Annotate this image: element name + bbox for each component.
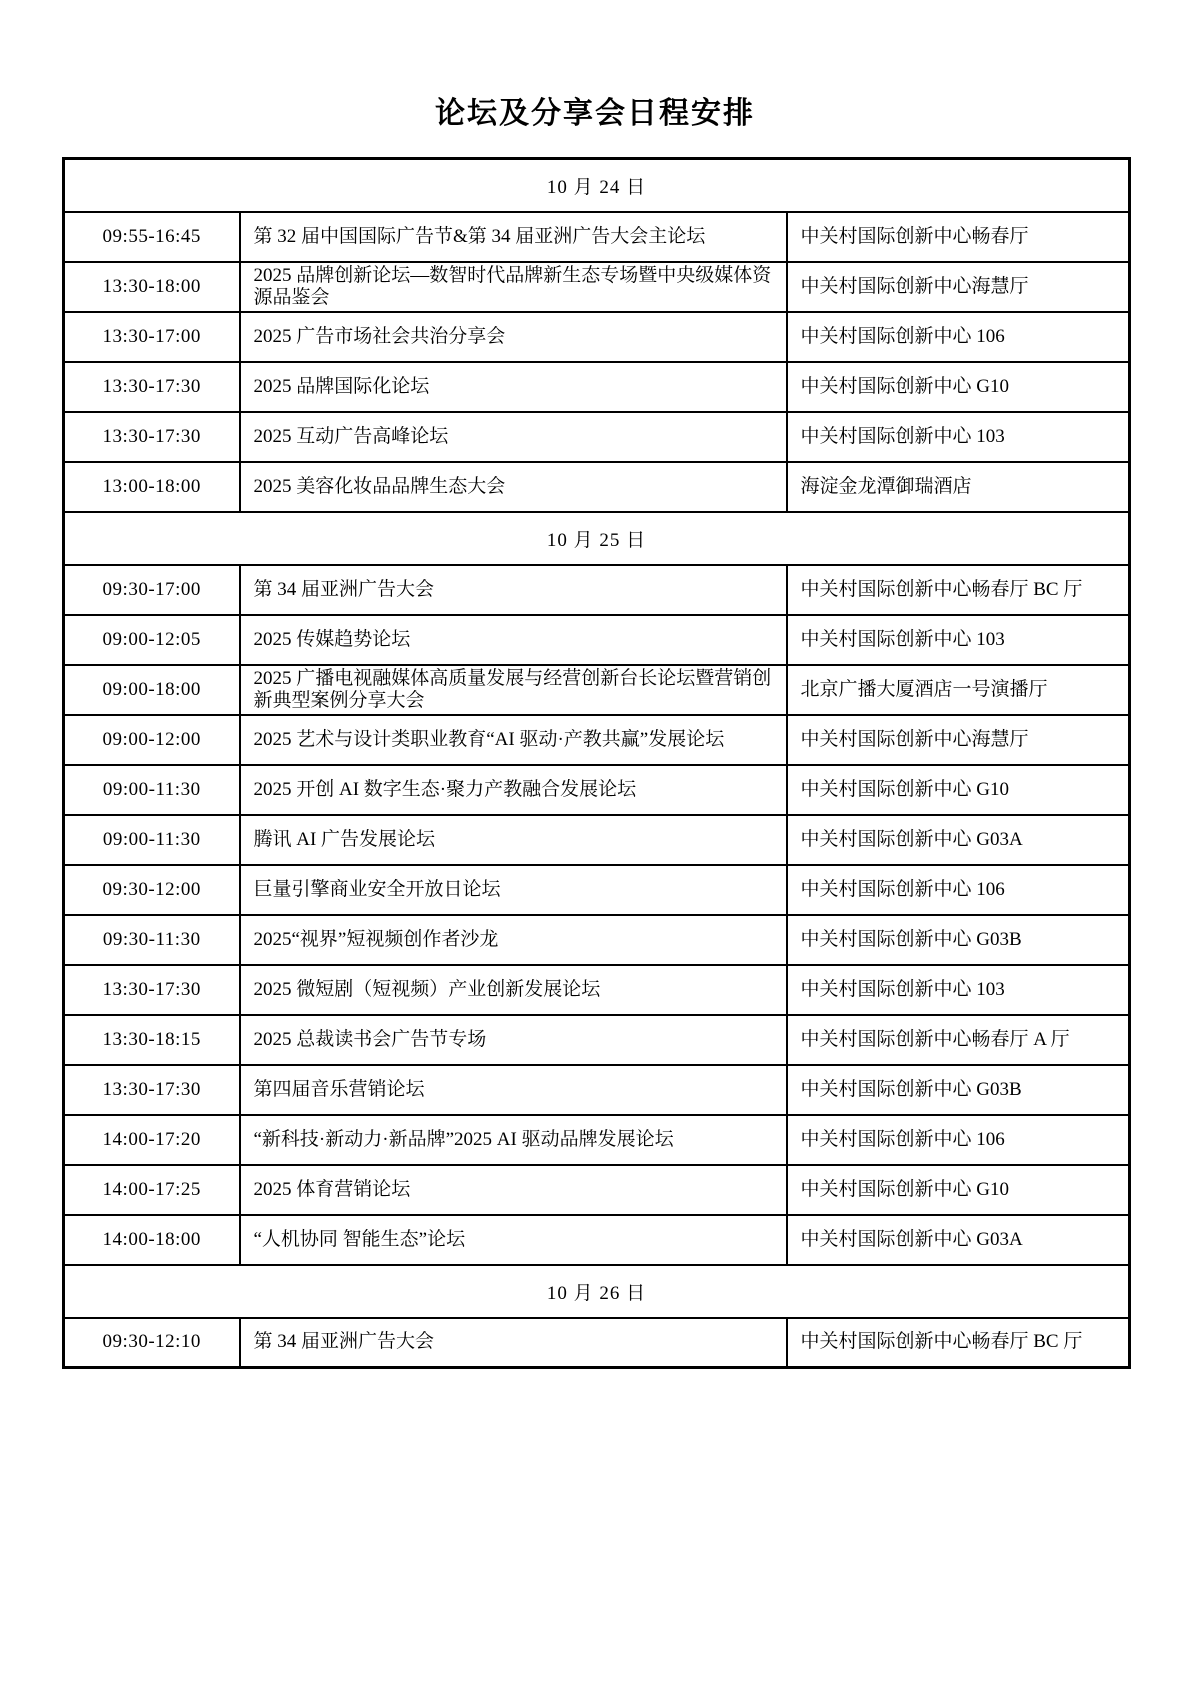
time-cell: 14:00-17:20 <box>64 1115 240 1165</box>
table-row <box>64 362 1130 412</box>
time-cell: 13:30-17:30 <box>64 1065 240 1115</box>
venue-cell: 中关村国际创新中心 103 <box>787 615 1130 665</box>
table-row <box>64 865 1130 915</box>
venue-cell: 中关村国际创新中心畅春厅 A 厅 <box>787 1015 1130 1065</box>
venue-cell: 中关村国际创新中心 G03B <box>787 1065 1130 1115</box>
table-row <box>64 615 1130 665</box>
table-row <box>64 1318 1130 1368</box>
date-section-row <box>64 512 1130 565</box>
event-cell: 2025 品牌国际化论坛 <box>240 362 787 412</box>
event-cell: 腾讯 AI 广告发展论坛 <box>240 815 787 865</box>
time-cell: 14:00-18:00 <box>64 1215 240 1265</box>
table-row <box>64 1215 1130 1265</box>
schedule-table <box>62 157 1131 1369</box>
table-row <box>64 715 1130 765</box>
event-cell: 2025 互动广告高峰论坛 <box>240 412 787 462</box>
event-cell: 2025“视界”短视频创作者沙龙 <box>240 915 787 965</box>
time-cell: 13:30-18:00 <box>64 262 240 312</box>
table-row <box>64 565 1130 615</box>
time-cell: 14:00-17:25 <box>64 1165 240 1215</box>
table-row <box>64 815 1130 865</box>
table-row <box>64 1165 1130 1215</box>
table-row <box>64 1065 1130 1115</box>
table-row <box>64 262 1130 312</box>
event-cell: 第四届音乐营销论坛 <box>240 1065 787 1115</box>
date-section-header: 10 月 24 日 <box>64 159 1130 212</box>
event-cell: 2025 美容化妆品品牌生态大会 <box>240 462 787 512</box>
venue-cell: 中关村国际创新中心海慧厅 <box>787 262 1130 312</box>
venue-cell: 海淀金龙潭御瑞酒店 <box>787 462 1130 512</box>
event-cell: 2025 广告市场社会共治分享会 <box>240 312 787 362</box>
time-cell: 09:00-11:30 <box>64 765 240 815</box>
time-cell: 13:30-17:00 <box>64 312 240 362</box>
time-cell: 09:30-12:10 <box>64 1318 240 1368</box>
time-cell: 09:00-12:00 <box>64 715 240 765</box>
time-cell: 13:30-18:15 <box>64 1015 240 1065</box>
venue-cell: 中关村国际创新中心 G03A <box>787 1215 1130 1265</box>
date-section-header: 10 月 25 日 <box>64 512 1130 565</box>
event-cell: 2025 广播电视融媒体高质量发展与经营创新台长论坛暨营销创新典型案例分享大会 <box>240 665 787 715</box>
event-cell: 2025 品牌创新论坛—数智时代品牌新生态专场暨中央级媒体资源品鉴会 <box>240 262 787 312</box>
time-cell: 09:30-11:30 <box>64 915 240 965</box>
time-cell: 13:30-17:30 <box>64 362 240 412</box>
time-cell: 09:30-17:00 <box>64 565 240 615</box>
table-row <box>64 965 1130 1015</box>
time-cell: 09:00-18:00 <box>64 665 240 715</box>
date-section-row <box>64 1265 1130 1318</box>
venue-cell: 中关村国际创新中心 G10 <box>787 362 1130 412</box>
date-section-row <box>64 159 1130 212</box>
time-cell: 13:30-17:30 <box>64 412 240 462</box>
event-cell: “人机协同 智能生态”论坛 <box>240 1215 787 1265</box>
time-cell: 13:00-18:00 <box>64 462 240 512</box>
schedule-table-body <box>64 159 1130 1368</box>
event-cell: 2025 开创 AI 数字生态·聚力产教融合发展论坛 <box>240 765 787 815</box>
venue-cell: 中关村国际创新中心 G03B <box>787 915 1130 965</box>
venue-cell: 中关村国际创新中心 103 <box>787 412 1130 462</box>
event-cell: 2025 体育营销论坛 <box>240 1165 787 1215</box>
venue-cell: 中关村国际创新中心 G03A <box>787 815 1130 865</box>
venue-cell: 中关村国际创新中心畅春厅 BC 厅 <box>787 565 1130 615</box>
venue-cell: 中关村国际创新中心 106 <box>787 312 1130 362</box>
event-cell: 2025 总裁读书会广告节专场 <box>240 1015 787 1065</box>
event-cell: 第 32 届中国国际广告节&第 34 届亚洲广告大会主论坛 <box>240 212 787 262</box>
table-row <box>64 462 1130 512</box>
table-row <box>64 1015 1130 1065</box>
time-cell: 13:30-17:30 <box>64 965 240 1015</box>
table-row <box>64 412 1130 462</box>
date-section-header: 10 月 26 日 <box>64 1265 1130 1318</box>
page-title: 论坛及分享会日程安排 <box>435 97 755 130</box>
table-row <box>64 665 1130 715</box>
event-cell: 2025 微短剧（短视频）产业创新发展论坛 <box>240 965 787 1015</box>
event-cell: 2025 传媒趋势论坛 <box>240 615 787 665</box>
venue-cell: 中关村国际创新中心 G10 <box>787 1165 1130 1215</box>
time-cell: 09:55-16:45 <box>64 212 240 262</box>
time-cell: 09:00-12:05 <box>64 615 240 665</box>
venue-cell: 中关村国际创新中心畅春厅 <box>787 212 1130 262</box>
event-cell: “新科技·新动力·新品牌”2025 AI 驱动品牌发展论坛 <box>240 1115 787 1165</box>
table-row <box>64 212 1130 262</box>
table-row <box>64 765 1130 815</box>
time-cell: 09:00-11:30 <box>64 815 240 865</box>
venue-cell: 中关村国际创新中心 106 <box>787 1115 1130 1165</box>
time-cell: 09:30-12:00 <box>64 865 240 915</box>
venue-cell: 中关村国际创新中心 106 <box>787 865 1130 915</box>
venue-cell: 中关村国际创新中心畅春厅 BC 厅 <box>787 1318 1130 1368</box>
venue-cell: 中关村国际创新中心 103 <box>787 965 1130 1015</box>
event-cell: 第 34 届亚洲广告大会 <box>240 1318 787 1368</box>
venue-cell: 中关村国际创新中心 G10 <box>787 765 1130 815</box>
table-row <box>64 1115 1130 1165</box>
event-cell: 巨量引擎商业安全开放日论坛 <box>240 865 787 915</box>
table-row <box>64 915 1130 965</box>
event-cell: 2025 艺术与设计类职业教育“AI 驱动·产教共赢”发展论坛 <box>240 715 787 765</box>
table-row <box>64 312 1130 362</box>
venue-cell: 北京广播大厦酒店一号演播厅 <box>787 665 1130 715</box>
event-cell: 第 34 届亚洲广告大会 <box>240 565 787 615</box>
venue-cell: 中关村国际创新中心海慧厅 <box>787 715 1130 765</box>
